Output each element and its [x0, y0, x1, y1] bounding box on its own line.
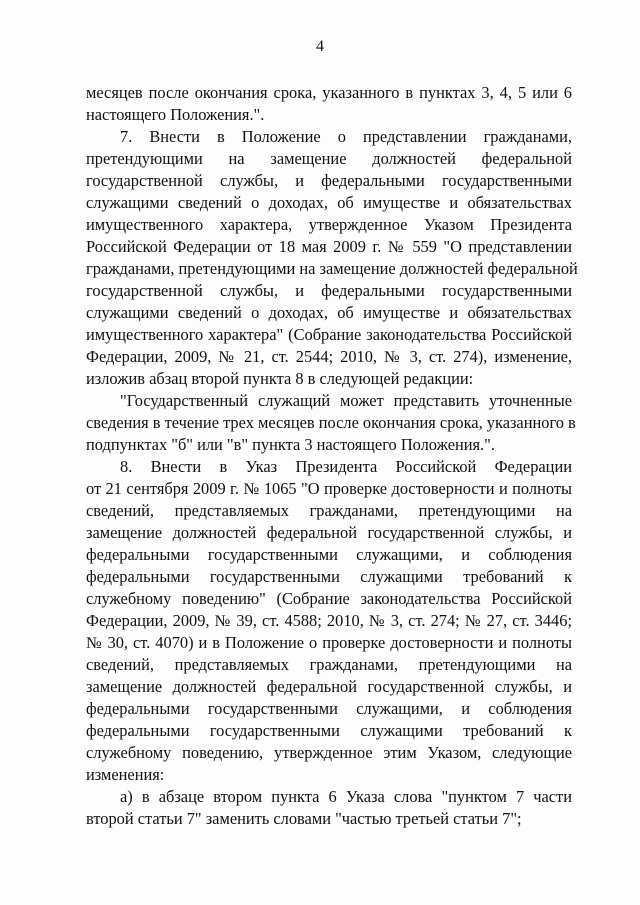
text-line: изменения:	[86, 765, 165, 784]
text-line: государственной службы, и федеральными государственными	[86, 281, 572, 300]
text-line: "Государственный служащий может представить уточненные	[120, 391, 572, 410]
page-number: 4	[316, 38, 324, 55]
text-line: сведений, представляемых гражданами, претендующими на	[86, 501, 572, 520]
text-line: а) в абзаце втором пункта 6 Указа слова "пунктом 7 части	[120, 787, 572, 806]
text-line: имущественного характера, утвержденное Указом Президента	[86, 215, 572, 234]
text-line: государственной службы, и федеральными государственными	[86, 171, 572, 190]
text-line: № 30, ст. 4070) и в Положение о проверке достоверности и полноты	[86, 633, 572, 652]
text-line: замещение должностей федеральной государственной службы, и	[86, 523, 572, 542]
text-line: месяцев после окончания срока, указанного в пунктах 3, 4, 5 или 6	[86, 83, 572, 102]
text-line: изложив абзац второй пункта 8 в следующей редакции:	[86, 369, 474, 388]
text-line: служебному поведению" (Собрание законодательства Российской	[86, 589, 572, 608]
text-line: претендующими на замещение должностей федеральной	[86, 149, 572, 168]
text-line: федеральными государственными служащими требований к	[86, 721, 572, 740]
text-line: Российской Федерации от 18 мая 2009 г. № 559 "О представлении	[86, 237, 572, 256]
text-line: имущественного характера" (Собрание законодательства Российской	[86, 325, 572, 344]
text-line: Федерации, 2009, № 39, ст. 4588; 2010, № 3, ст. 274; № 27, ст. 3446;	[86, 611, 572, 630]
text-line: сведений, представляемых гражданами, претендующими на	[86, 655, 572, 674]
text-line: второй статьи 7" заменить словами "частью третьей статьи 7";	[86, 809, 522, 828]
text-line: служебному поведению, утвержденное этим Указом, следующие	[86, 743, 572, 762]
text-line: настоящего Положения.".	[86, 105, 265, 124]
text-line: гражданами, претендующими на замещение должностей федеральной	[86, 259, 578, 278]
text-line: федеральными государственными служащими, и соблюдения	[86, 545, 572, 564]
text-line: федеральными государственными служащими требований к	[86, 567, 572, 586]
text-line: служащими сведений о доходах, об имуществе и обязательствах	[86, 193, 572, 212]
text-line: федеральными государственными служащими, и соблюдения	[86, 699, 572, 718]
text-line: Федерации, 2009, № 21, ст. 2544; 2010, № 3, ст. 274), изменение,	[86, 347, 572, 366]
text-line: служащими сведений о доходах, об имуществе и обязательствах	[86, 303, 572, 322]
text-line: подпунктах "б" или "в" пункта 3 настоящего Положения.".	[86, 435, 495, 454]
text-line: 7. Внести в Положение о представлении гражданами,	[120, 127, 572, 146]
text-line: сведения в течение трех месяцев после окончания срока, указанного в	[86, 413, 576, 432]
text-line: замещение должностей федеральной государственной службы, и	[86, 677, 572, 696]
document-body	[86, 82, 578, 830]
text-line: 8. Внести в Указ Президента Российской Федерации	[120, 457, 572, 476]
text-line: от 21 сентября 2009 г. № 1065 "О проверке достоверности и полноты	[86, 479, 572, 498]
